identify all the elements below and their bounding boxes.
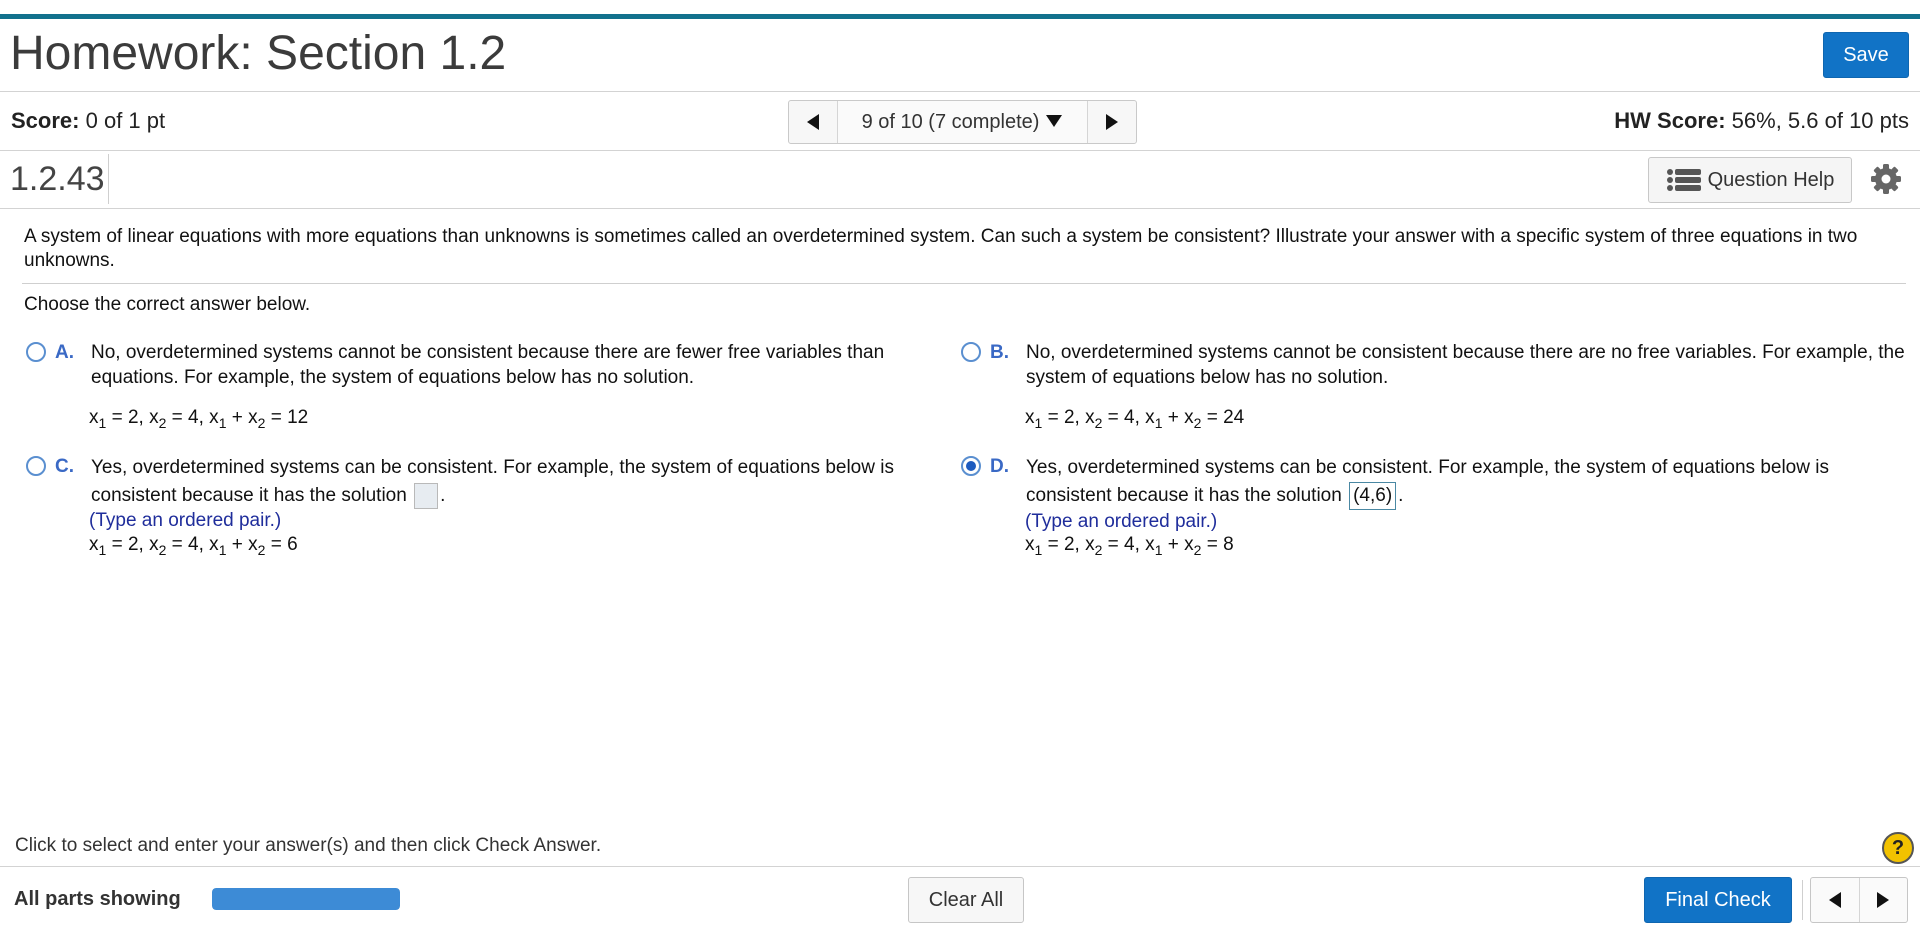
option-a-equations: $x_1 = 2$, $x_2 = 4$, $x_1 + x_2 = 12$ [89,407,309,431]
option-c-hint: (Type an ordered pair.) [89,510,282,531]
divider [1802,880,1803,920]
list-icon [1666,168,1702,192]
question-help-label: Question Help [1707,168,1835,191]
arrow-left-icon [1828,891,1842,909]
final-check-button[interactable]: Final Check [1644,877,1792,923]
divider [22,283,1906,284]
question-number: 1.2.43 [10,160,105,198]
previous-question-button[interactable] [789,101,838,143]
question-position: 9 of 10 (7 complete) [861,110,1040,133]
question-help-button[interactable] [1648,157,1852,203]
progress-fill [212,888,400,910]
parts-showing-label: All parts showing [14,888,181,910]
hw-score-display [1614,108,1909,134]
option-c-answer-input[interactable] [414,483,438,509]
divider [0,208,1920,209]
option-d-radio[interactable] [961,456,981,476]
hw-score-label: HW Score: [1614,108,1726,133]
option-b-text: No, overdetermined systems cannot be consistent because there are no free variables. For example, the system of equations below has no solution. [1026,342,1905,388]
footer-navigation [1810,877,1908,923]
option-b-letter: B. [990,342,1009,363]
parts-progress-bar [212,888,400,910]
footer-instruction: Click to select and enter your answer(s) and then click Check Answer. [15,835,602,856]
caret-down-icon [1045,111,1063,134]
option-a-text: No, overdetermined systems cannot be consistent because there are fewer free variables than equations. For example, the system of equations below has no solution. [91,342,885,388]
option-c-radio[interactable] [26,456,46,476]
arrow-left-icon [806,113,820,131]
hw-score-value: 56%, 5.6 of 10 pts [1731,108,1909,133]
settings-gear-icon[interactable] [1870,163,1902,200]
score-label: Score: [11,108,80,133]
page-title: Homework: Section 1.2 [10,27,507,80]
arrow-right-icon [1876,891,1890,909]
score-value: 0 of 1 pt [85,108,166,133]
option-c-text: Yes, overdetermined systems can be consistent. For example, the system of equations below is consistent because it has the solution . [91,454,941,510]
option-b-radio[interactable] [961,342,981,362]
option-a-letter: A. [55,342,74,363]
divider [0,91,1920,92]
divider [0,150,1920,151]
option-d-equations: $x_1 = 2$, $x_2 = 4$, $x_1 + x_2 = 8$ [1025,534,1234,558]
question-selector-dropdown[interactable] [838,101,1087,143]
save-button[interactable]: Save [1823,32,1909,78]
clear-all-button[interactable]: Clear All [908,877,1024,923]
question-navigator [788,100,1137,144]
score-display [11,108,165,134]
next-question-button[interactable] [1087,101,1136,143]
question-prompt: A system of linear equations with more equations than unknowns is sometimes called an overdetermined system. Can such a system be consistent? Illustrate your answer with a specific system of three equations in two unknowns. [24,226,1858,271]
option-c-letter: C. [55,456,74,477]
option-d-text: Yes, overdetermined systems can be consistent. For example, the system of equations below is consistent because it has the solution (4,6) . [1026,454,1906,510]
arrow-right-icon [1105,113,1119,131]
footer-previous-button[interactable] [1811,878,1860,922]
option-c-equations: $x_1 = 2$, $x_2 = 4$, $x_1 + x_2 = 6$ [89,534,298,558]
footer-next-button[interactable] [1860,878,1908,922]
option-a-radio[interactable] [26,342,46,362]
help-icon[interactable]: ? [1882,832,1914,864]
top-accent-bar [0,14,1920,19]
divider [0,866,1920,867]
option-d-letter: D. [990,456,1009,477]
option-d-hint: (Type an ordered pair.) [1025,511,1218,532]
option-b-equations: $x_1 = 2$, $x_2 = 4$, $x_1 + x_2 = 24$ [1025,407,1245,431]
answer-instruction: Choose the correct answer below. [24,294,311,315]
option-d-answer-input[interactable]: (4,6) [1349,482,1396,510]
divider [108,154,109,204]
